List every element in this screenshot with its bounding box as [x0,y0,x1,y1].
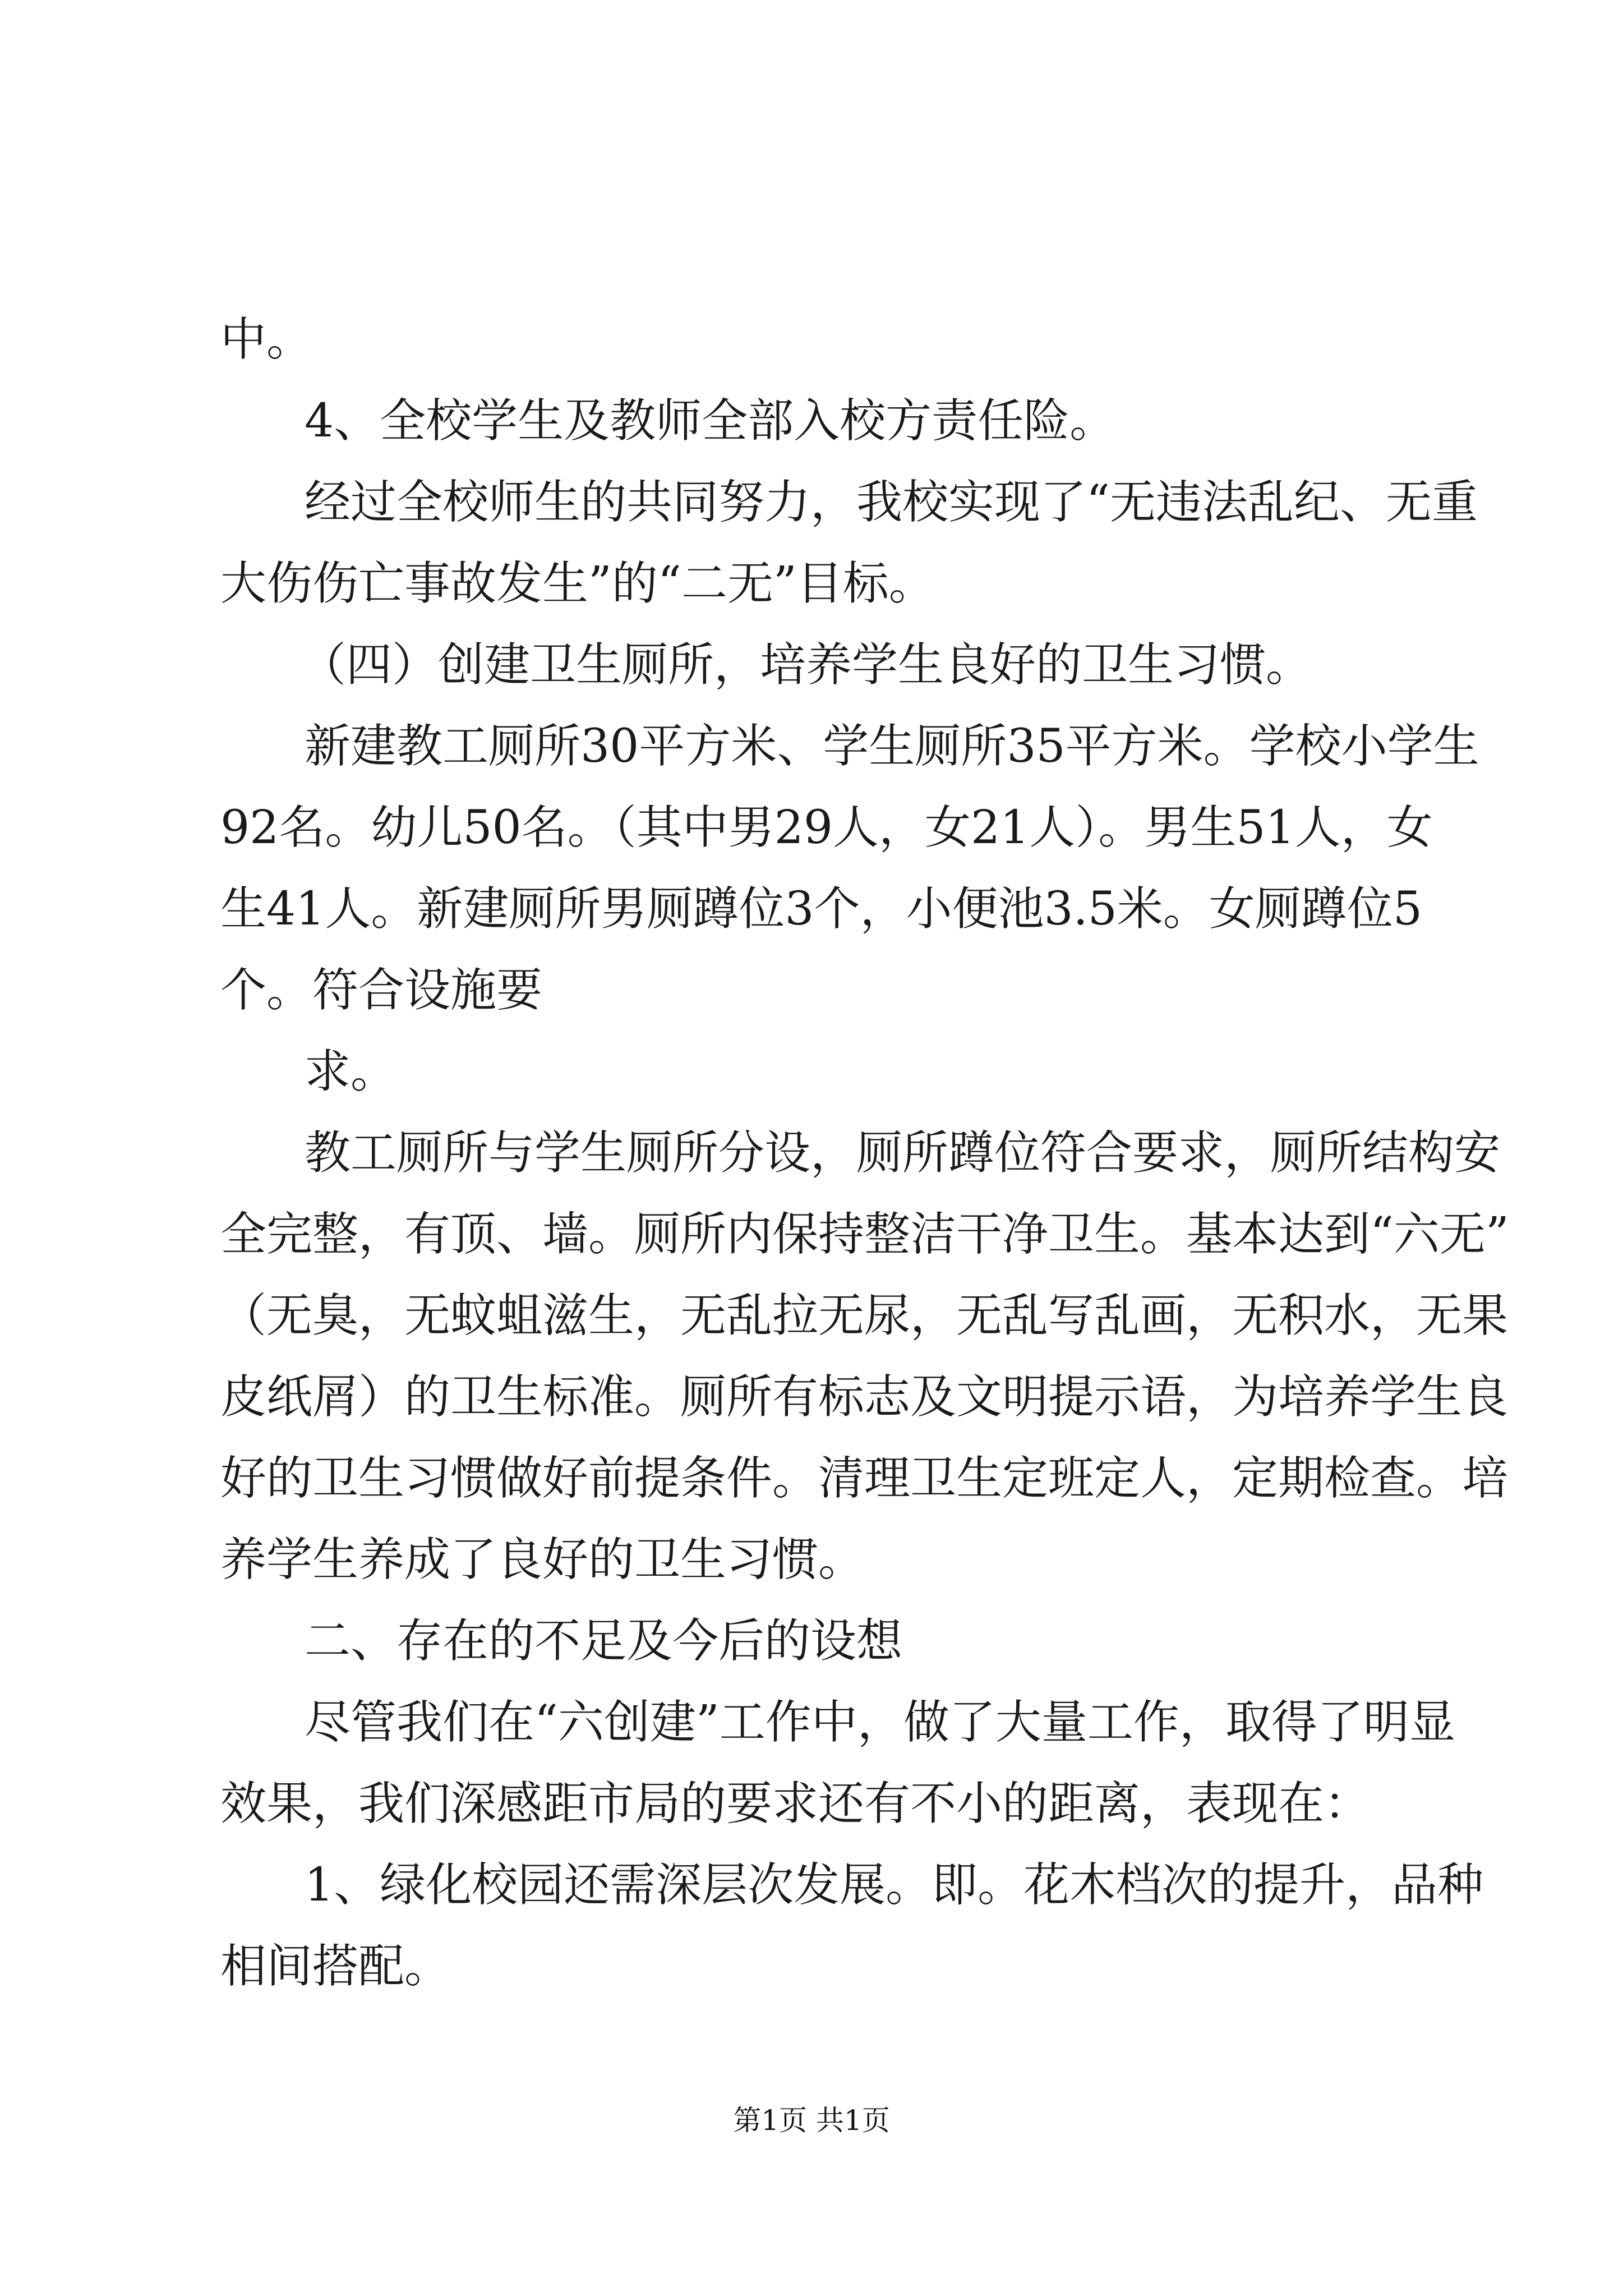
body-line: （四）创建卫生厕所，培养学生良好的卫生习惯。 [300,638,1312,692]
body-line: 效果，我们深感距市局的要求还有不小的距离，表现在： [220,1777,1371,1830]
body-line: 尽管我们在“六创建”工作中，做了大量工作，取得了明显 [305,1696,1455,1749]
body-line: 养学生养成了良好的卫生习惯。 [220,1533,865,1586]
body-line: （无臭，无蚊蛆滋生，无乱拉无尿，无乱写乱画，无积水，无果 [220,1289,1509,1342]
body-line: 1、绿化校园还需深层次发展。即。花木档次的提升，品种 [305,1858,1484,1912]
body-line: 92名。幼儿50名。（其中男29人，女21人）。男生51人，女 [220,801,1433,854]
body-line: 教工厕所与学生厕所分设，厕所蹲位符合要求，厕所结构安 [305,1126,1501,1180]
body-line: 全完整，有顶、墙。厕所内保持整洁干净卫生。基本达到“六无” [220,1208,1509,1261]
body-line: 中。 [220,313,313,366]
body-line: 求。 [305,1045,397,1098]
body-line: 大伤伤亡事故发生”的“二无”目标。 [220,557,935,610]
body-line: 4、全校学生及教师全部入校方责任险。 [305,394,1116,448]
page-number-footer: 第1页 共1页 [733,2104,890,2137]
body-line: 相间搭配。 [220,1940,451,1993]
body-line: 个。符合设施要 [220,964,543,1017]
section-heading: 二、存在的不足及今后的设想 [305,1614,903,1668]
body-line: 新建教工厕所30平方米、学生厕所35平方米。学校小学生 [305,720,1479,773]
body-line: 好的卫生习惯做好前提条件。清理卫生定班定人，定期检查。培 [220,1452,1509,1505]
body-line: 皮纸屑）的卫生标准。厕所有标志及文明提示语，为培养学生良 [220,1370,1509,1424]
body-line: 经过全校师生的共同努力，我校实现了“无违法乱纪、无重 [305,476,1478,529]
body-line: 生41人。新建厕所男厕蹲位3个，小便池3.5米。女厕蹲位5 [220,882,1423,936]
